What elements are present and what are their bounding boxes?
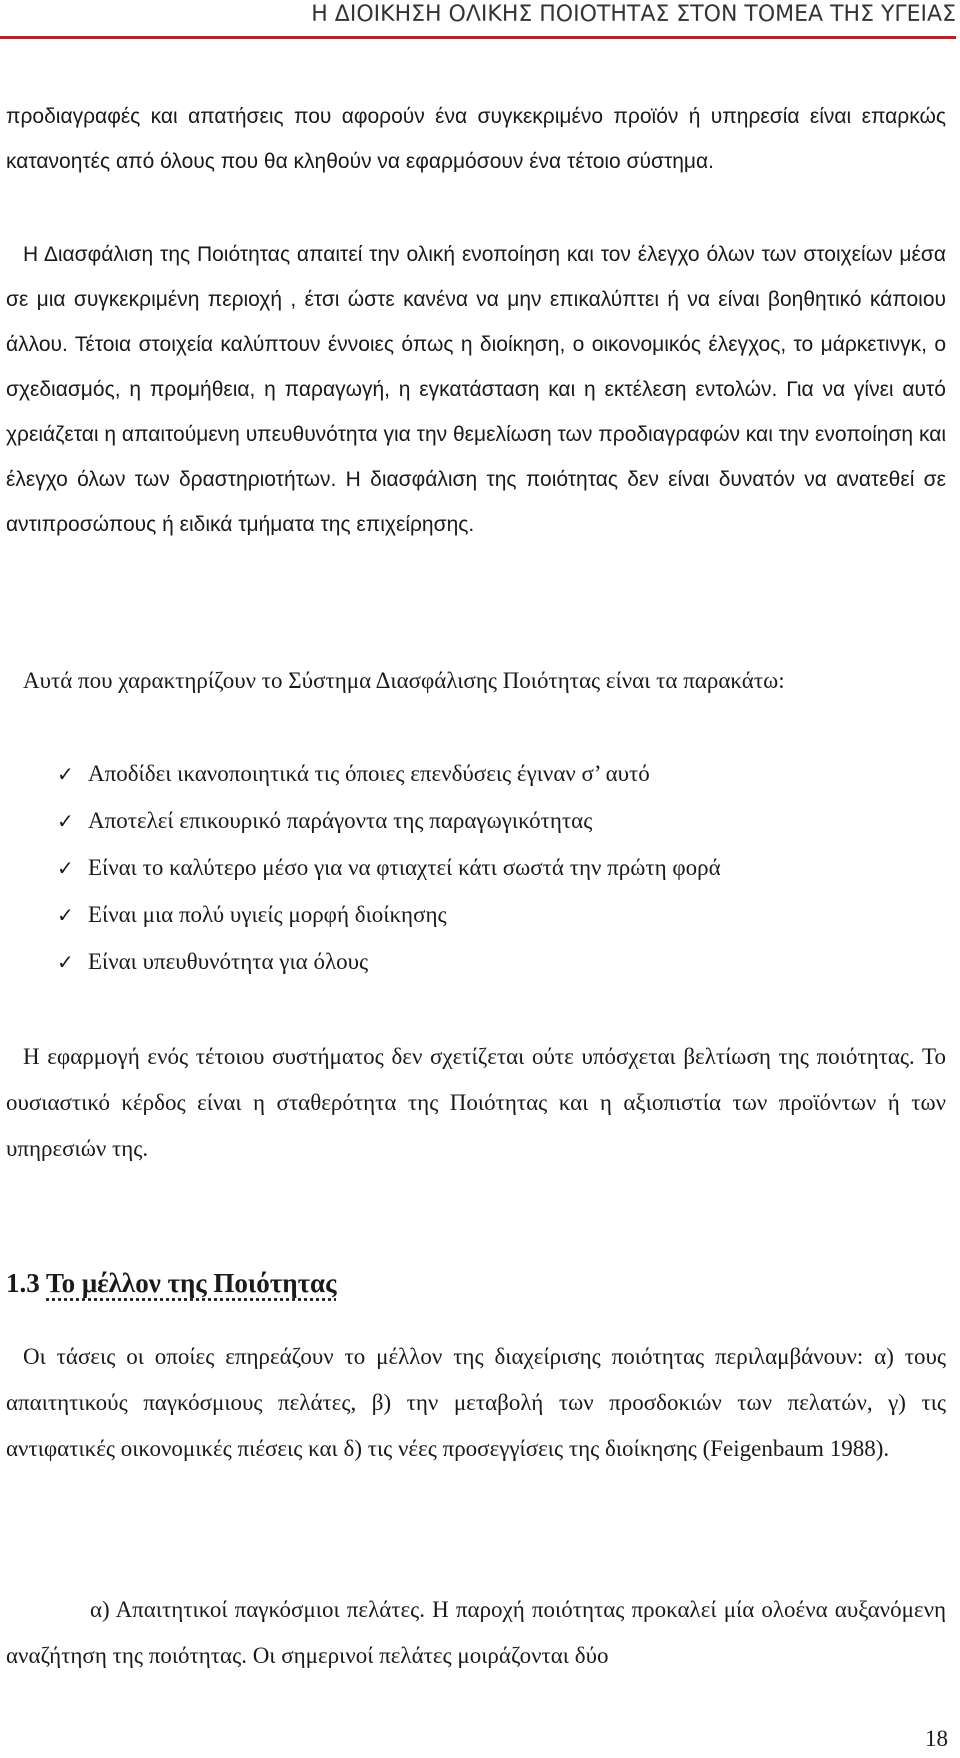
feature-list bbox=[57, 750, 721, 985]
paragraph-6: α) Απαιτητικοί παγκόσμιοι πελάτες. Η παροχή ποιότητας προκαλεί μία ολοένα αυξανόμενη αναζήτηση της ποιότητας. Οι σημερινοί πελάτες μοιράζονται δύο bbox=[6, 1597, 946, 1668]
list-item-text: Είναι υπευθυνότητα για όλους bbox=[88, 949, 369, 974]
running-header bbox=[0, 0, 956, 39]
checkmark-icon: ✓ bbox=[57, 903, 74, 927]
checkmark-icon: ✓ bbox=[57, 762, 74, 786]
list-item bbox=[57, 797, 721, 844]
section-heading bbox=[6, 1258, 336, 1308]
checkmark-icon: ✓ bbox=[57, 809, 74, 833]
paragraph-2: Η Διασφάλιση της Ποιότητας απαιτεί την ολική ενοποίηση και τον έλεγχο όλων των στοιχείων μέσα σε μια συγκεκριμένη περιοχή , έτσι ώστε κανένα να μην επικαλύπτει ή να είναι βοηθητικό κάποιου άλλου. Τέτοια στοιχεία καλύπτουν έννοιες όπως η διοίκηση, ο οικονομικός έλεγχος, το μάρκετινγκ, ο σχεδιασμός, η προμήθεια, η παραγωγή, η εγκατάσταση και η εκτέλεση εντολών. Για να γίνει αυτό χρειάζεται η απαιτούμενη υπευθυνότητα για την θεμελίωση των προδιαγραφών και την ενοποίηση και έλεγχο όλων των δραστηριοτήτων. Η διασφάλιση της ποιότητας δεν είναι δυνατόν να ανατεθεί σε αντιπροσώπους ή ειδικά τμήματα της επιχείρησης. bbox=[6, 243, 946, 536]
list-item bbox=[57, 938, 721, 985]
list-item-text: Είναι το καλύτερο μέσο για να φτιαχτεί κάτι σωστά την πρώτη φορά bbox=[88, 855, 721, 880]
paragraph-3: Αυτά που χαρακτηρίζουν το Σύστημα Διασφάλισης Ποιότητας είναι τα παρακάτω: bbox=[23, 668, 785, 693]
header-title: Η ΔΙΟΙΚΗΣΗ ΟΛΙΚΗΣ ΠΟΙΟΤΗΤΑΣ ΣΤΟΝ ΤΟΜΕΑ ΤΗΣ ΥΓΕΙΑΣ bbox=[311, 2, 956, 27]
section-title: Το μέλλον της Ποιότητας bbox=[46, 1268, 337, 1298]
checkmark-icon: ✓ bbox=[57, 856, 74, 880]
list-item-text: Είναι μια πολύ υγιείς μορφή διοίκησης bbox=[88, 902, 447, 927]
section-number: 1.3 bbox=[6, 1268, 40, 1298]
list-item bbox=[57, 891, 721, 938]
paragraph-1: προδιαγραφές και απατήσεις που αφορούν ένα συγκεκριμένο προϊόν ή υπηρεσία είναι επαρκώς κατανοητές από όλους που θα κληθούν να εφαρμόσουν ένα τέτοιο σύστημα. bbox=[6, 105, 946, 173]
list-item bbox=[57, 844, 721, 891]
list-item bbox=[57, 750, 721, 797]
list-item-text: Αποτελεί επικουρικό παράγοντα της παραγωγικότητας bbox=[88, 808, 593, 833]
paragraph-4: Η εφαρμογή ενός τέτοιου συστήματος δεν σχετίζεται ούτε υπόσχεται βελτίωση της ποιότητας. Το ουσιαστικό κέρδος είναι η σταθερότητα της Ποιότητας και η αξιοπιστία των προϊόντων ή των υπηρεσιών της. bbox=[6, 1044, 946, 1161]
checkmark-icon: ✓ bbox=[57, 950, 74, 974]
list-item-text: Αποδίδει ικανοποιητικά τις όποιες επενδύσεις έγιναν σ’ αυτό bbox=[88, 761, 650, 786]
paragraph-5: Οι τάσεις οι οποίες επηρεάζουν το μέλλον της διαχείρισης ποιότητας περιλαμβάνουν: α) τους απαιτητικούς παγκόσμιους πελάτες, β) την μεταβολή των προσδοκιών των πελατών, γ) τις αντιφατικές οικονομικές πιέσεις και δ) τις νέες προσεγγίσεις της διοίκησης (Feigenbaum 1988). bbox=[6, 1344, 946, 1461]
page-number: 18 bbox=[925, 1726, 948, 1751]
